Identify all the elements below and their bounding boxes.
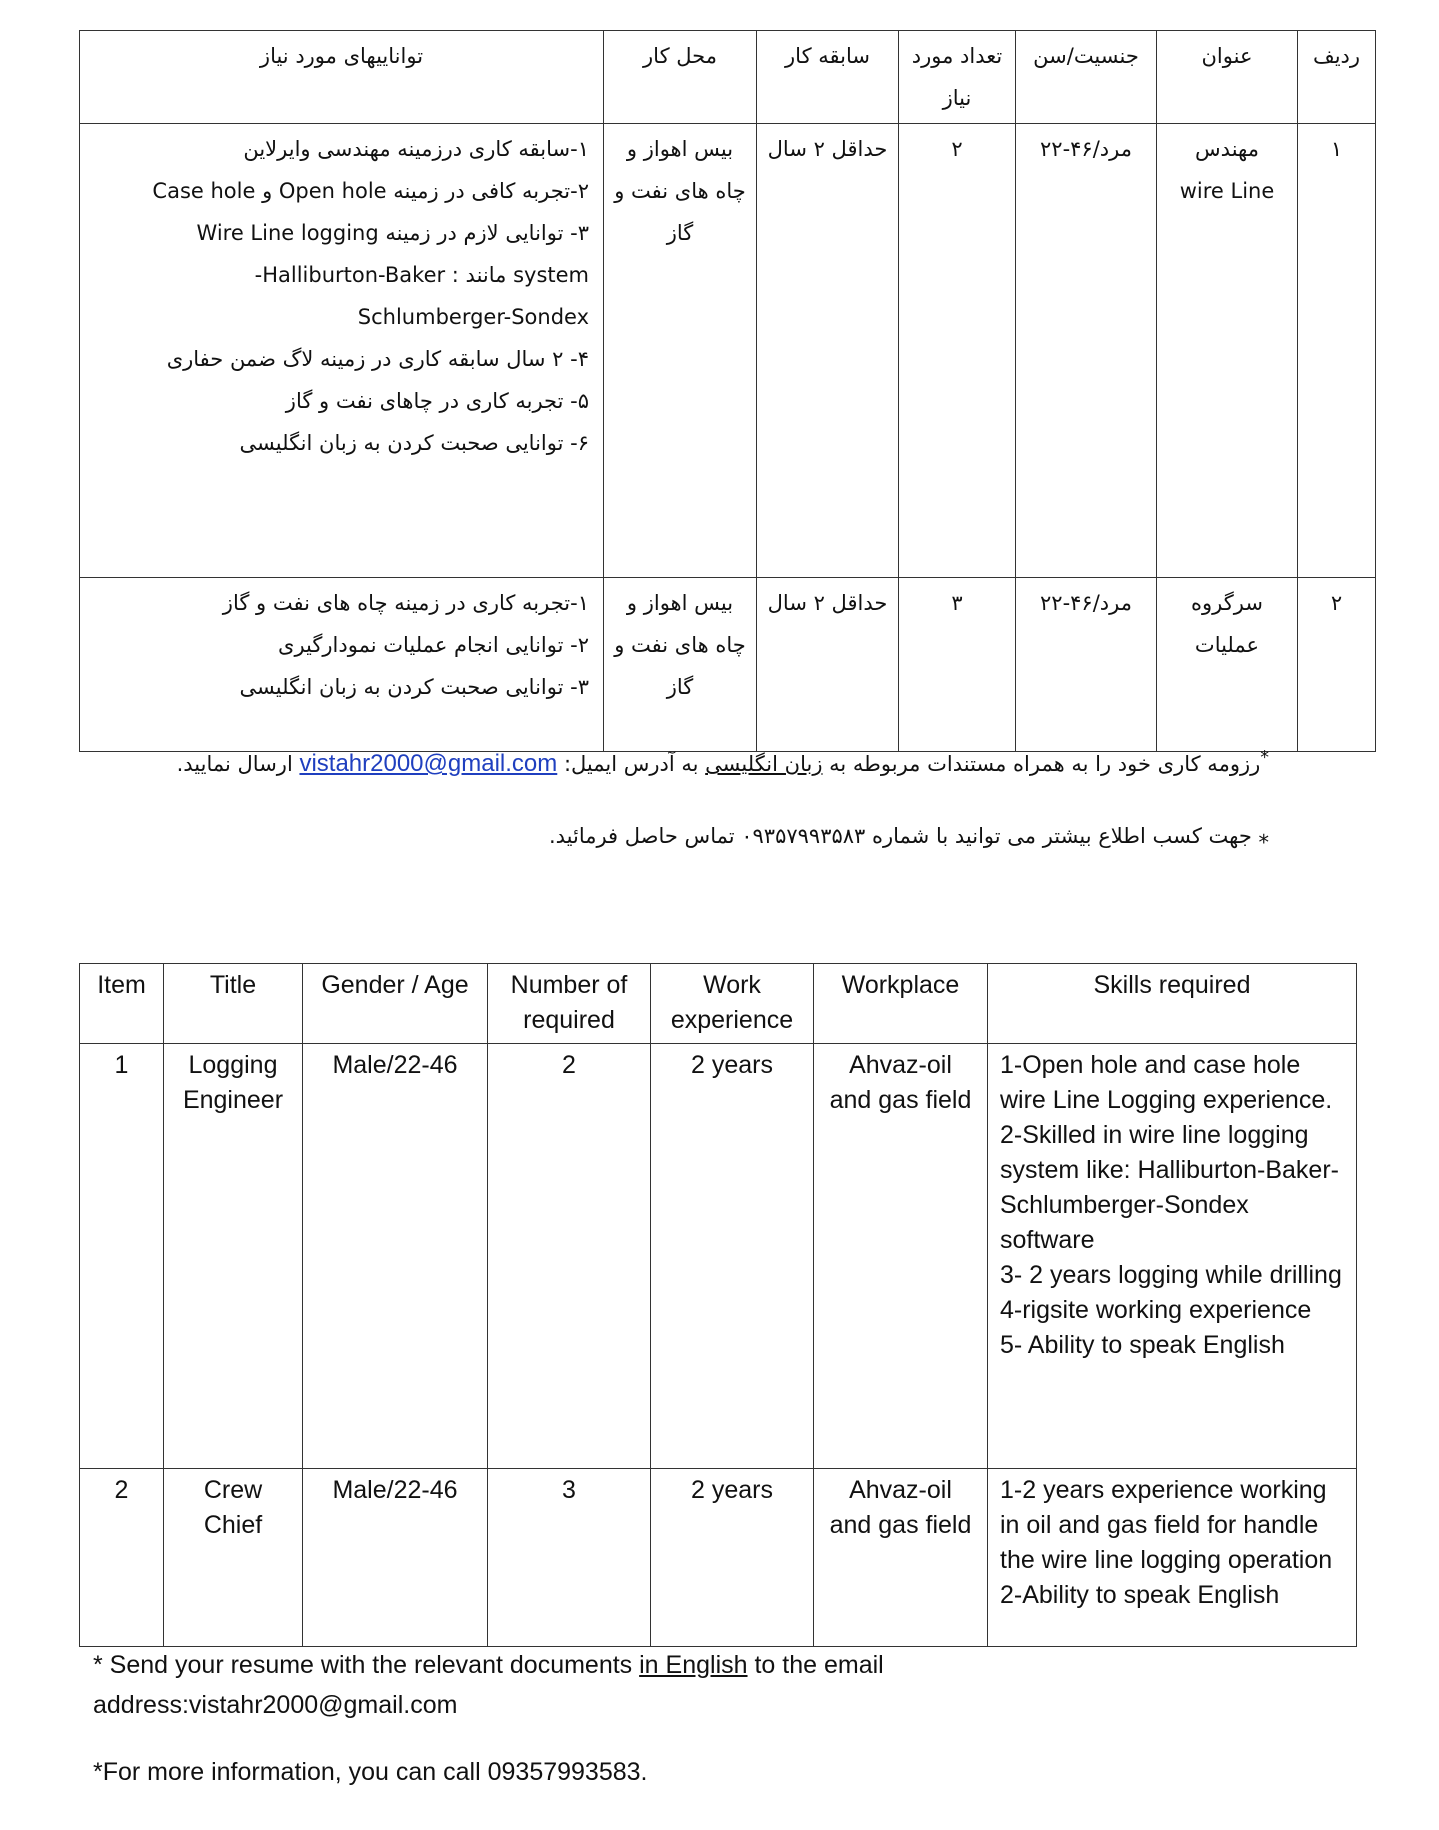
experience-cell: 2 years [651,1469,814,1647]
title-cell [1157,124,1298,578]
number-cell: 2 [488,1044,651,1469]
note-underlined-text: زبان انگلیسی [705,752,823,776]
header-skills: تواناییهای مورد نیاز [80,31,604,124]
note-underlined-text: in English [639,1651,748,1679]
skill-line: 2-Skilled in wire line logging system like: Halliburton-Baker-Schlumberger-Sondex software [1000,1121,1339,1254]
skill-line: Schlumberger-Sondex [357,305,589,329]
header-title: Title [164,964,303,1044]
note-star: * [1260,748,1269,768]
note-text: * Send your resume with the relevant documents [93,1651,640,1679]
header-count: تعداد مورد نیاز [899,31,1016,124]
email-link[interactable]: vistahr2000@gmail.com [299,750,558,777]
experience-cell: 2 years [651,1044,814,1469]
note-text: to the email address:vistahr2000@gmail.com [93,1651,884,1719]
row-number-cell: ۲ [1298,578,1376,752]
header-item: Item [80,964,164,1044]
english-jobs-table [79,963,1357,1647]
table-row [80,1044,1357,1469]
skill-line: ۲- توانایی انجام عملیات نمودارگیری [278,633,589,657]
skill-line: 2-Ability to speak English [1000,1581,1280,1609]
skills-cell [988,1469,1357,1647]
skill-line: ۶- توانایی صحبت کردن به زبان انگلیسی [239,431,589,455]
header-skills: Skills required [988,964,1357,1044]
skill-line: ۴- ۲ سال سابقه کاری در زمینه لاگ ضمن حفاری [166,347,589,371]
gender-age-cell: Male/22-46 [303,1469,488,1647]
header-gender-age: Gender / Age [303,964,488,1044]
workplace-cell: بیس اهواز و چاه های نفت و گاز [604,578,757,752]
skill-line: ۲-تجربه کافی در زمینه Open hole و Case hole [152,179,589,203]
title-en-text: wire Line [1179,179,1275,203]
note-text: رزومه کاری خود را به همراه مستندات مربوطه به [822,752,1261,776]
english-phone-note: *For more information, you can call 09357993583. [93,1758,648,1786]
count-cell: ۳ [899,578,1016,752]
experience-cell: حداقل ۲ سال [757,124,899,578]
workplace-cell: Ahvaz-oil and gas field [814,1044,988,1469]
skill-line: system مانند : Halliburton-Baker- [254,263,589,287]
header-gender-age: جنسیت/سن [1016,31,1157,124]
title-cell: سرگروه عملیات [1157,578,1298,752]
skill-line: 3- 2 years logging while drilling [1000,1261,1342,1289]
english-email-note [93,1645,1093,1725]
skill-line: ۵- تجربه کاری در چاهای نفت و گاز [285,389,589,413]
title-cell: Logging Engineer [164,1044,303,1469]
table-header-row [80,964,1357,1044]
header-experience: Work experience [651,964,814,1044]
persian-phone-note: ⁎ جهت کسب اطلاع بیشتر می توانید با شماره ۰۹۳۵۷۹۹۳۵۸۳ تماس حاصل فرمائید. [548,824,1269,848]
note-text: به آدرس ایمیل: [557,752,706,776]
title-text: مهندس [1195,137,1259,161]
table-header-row [80,31,1376,124]
header-workplace: محل کار [604,31,757,124]
item-cell: 1 [80,1044,164,1469]
gender-age-cell: مرد/۴۶-۲۲ [1016,124,1157,578]
skills-cell [988,1044,1357,1469]
skill-line: 4-rigsite working experience [1000,1296,1312,1324]
workplace-cell: Ahvaz-oil and gas field [814,1469,988,1647]
skills-cell [80,124,604,578]
header-experience: سابقه کار [757,31,899,124]
table-row [80,124,1376,578]
table-row [80,578,1376,752]
row-number-cell: ۱ [1298,124,1376,578]
skill-line: ۱-سابقه کاری درزمینه مهندسی وایرلاین [243,137,589,161]
gender-age-cell: Male/22-46 [303,1044,488,1469]
number-cell: 3 [488,1469,651,1647]
persian-jobs-table [79,30,1376,752]
skill-line: 1-2 years experience working in oil and gas field for handle the wire line logging operation [1000,1476,1333,1574]
persian-email-note [177,748,1269,778]
skill-line: ۳- توانایی صحبت کردن به زبان انگلیسی [239,675,589,699]
title-cell: Crew Chief [164,1469,303,1647]
gender-age-cell: مرد/۴۶-۲۲ [1016,578,1157,752]
skills-cell [80,578,604,752]
note-text: ارسال نمایید. [176,752,300,776]
header-row-number: ردیف [1298,31,1376,124]
header-title: عنوان [1157,31,1298,124]
skill-line: ۳- توانایی لازم در زمینه Wire Line logging [196,221,589,245]
header-number: Number of required [488,964,651,1044]
count-cell: ۲ [899,124,1016,578]
skill-line: 5- Ability to speak English [1000,1331,1285,1359]
skill-line: ۱-تجربه کاری در زمینه چاه های نفت و گاز [222,591,589,615]
header-workplace: Workplace [814,964,988,1044]
skill-line: 1-Open hole and case hole wire Line Logging experience. [1000,1051,1333,1114]
table-row [80,1469,1357,1647]
experience-cell: حداقل ۲ سال [757,578,899,752]
workplace-cell: بیس اهواز و چاه های نفت و گاز [604,124,757,578]
item-cell: 2 [80,1469,164,1647]
